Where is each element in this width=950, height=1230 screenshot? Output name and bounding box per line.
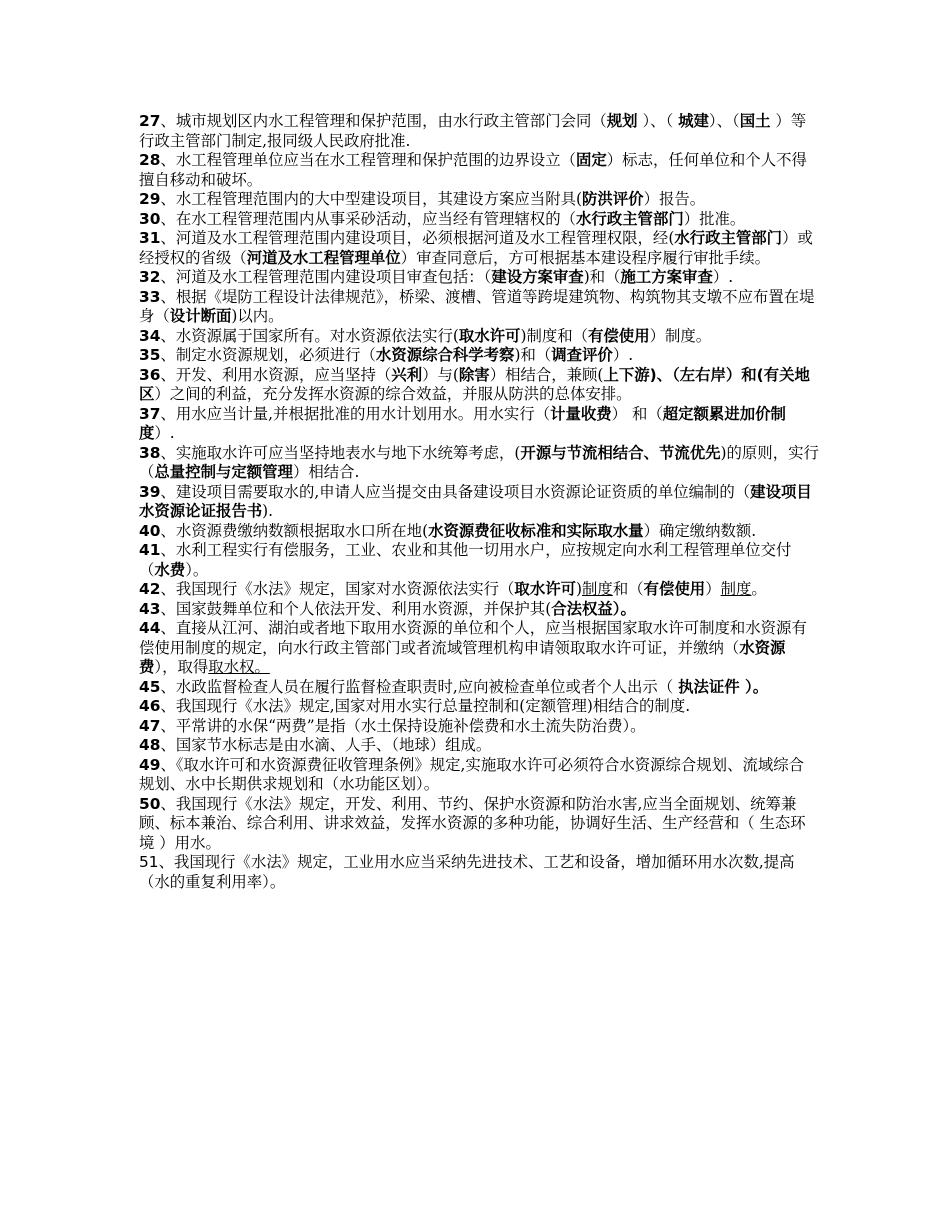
question-text: 、建设项目需要取水的,申请人应当提交由具备建设项目水资源论证资质的单位编制的（ bbox=[160, 482, 751, 501]
question-text: ）与( bbox=[422, 365, 459, 384]
answer-text: 水费 bbox=[154, 560, 186, 579]
question-number: 39 bbox=[139, 482, 161, 501]
answer-text: 兴利 bbox=[391, 365, 423, 384]
question-text: ）。 bbox=[185, 560, 209, 579]
question-number: 46 bbox=[139, 697, 161, 715]
question-text: 、国家鼓舞单位和个人依法开发、利用水资源，并保护其( bbox=[160, 599, 552, 618]
question-number: 48 bbox=[139, 736, 161, 754]
question-item bbox=[139, 541, 819, 580]
question-number: 32 bbox=[139, 268, 161, 286]
question-text: 、我国现行《水法》规定，开发、利用、节约、保护水资源和防治水害,应当全面规划、统筹兼顾、标本兼治、综合利用、讲求效益，发挥水资源的多种功能，协调好生活、生产经营和（ 生态环境 ）用水。 bbox=[139, 794, 806, 852]
question-text: ）. bbox=[154, 424, 175, 442]
answer-text: 计量收费 bbox=[550, 404, 612, 423]
question-text: ）相结合. bbox=[292, 463, 360, 481]
question-text: ）之间的利益，充分发挥水资源的综合效益，并服从防洪的总体安排。 bbox=[154, 385, 632, 403]
question-number: 50 bbox=[139, 794, 161, 813]
question-number: 40 bbox=[139, 521, 161, 540]
question-number: 36 bbox=[139, 365, 161, 384]
answer-text: 调查评价 bbox=[551, 346, 613, 364]
question-item bbox=[139, 268, 819, 288]
question-text: )和（ bbox=[583, 268, 621, 286]
question-item bbox=[139, 327, 819, 347]
answer-text: 水行政主管部门 bbox=[575, 209, 684, 228]
question-item bbox=[139, 288, 819, 327]
question-text: 、城市规划区内水工程管理和保护范围，由水行政主管部门会同（ bbox=[160, 112, 607, 130]
answer-text: 执法证件 ）。 bbox=[678, 677, 769, 696]
question-item bbox=[139, 736, 819, 756]
question-number: 30 bbox=[139, 209, 161, 228]
question-text: ）批准。 bbox=[683, 209, 746, 228]
question-text: 、水利工程实行有偿服务，工业、农业和其他一切用水户，应按规定向水利工程管理单位交付（ bbox=[139, 541, 792, 579]
question-text: 、水工程管理单位应当在水工程管理和保护范围的边界设立（ bbox=[160, 151, 576, 169]
question-text: 、《取水许可和水资源费征收管理条例》规定,实施取水许可必须符合水资源综合规划、流域综合规划、水中长期供求规划和（水功能区划）。 bbox=[139, 755, 805, 793]
answer-text: 水行政主管部门 bbox=[674, 229, 783, 247]
answer-text: 合法权益）。 bbox=[551, 599, 636, 618]
question-item bbox=[139, 405, 819, 444]
question-number: 34 bbox=[139, 326, 161, 345]
question-item bbox=[139, 678, 819, 698]
question-number: 44 bbox=[139, 619, 161, 637]
answer-text: 取水许可 bbox=[514, 580, 576, 598]
question-text: ) bbox=[576, 580, 583, 598]
question-text: ） bbox=[705, 580, 721, 598]
underlined-text: 制度 bbox=[720, 580, 752, 598]
question-number: 41 bbox=[139, 541, 161, 559]
question-number: 28 bbox=[139, 151, 161, 169]
question-text: ） 和（ bbox=[611, 404, 663, 423]
question-item bbox=[139, 112, 819, 151]
question-number: 31 bbox=[139, 229, 161, 247]
question-number: 47 bbox=[139, 716, 161, 735]
question-item bbox=[139, 697, 819, 717]
answer-text: 开源与节流相结合、节流优先 bbox=[520, 443, 721, 462]
question-text: 和（ bbox=[612, 580, 644, 598]
question-text: 、用水应当计量,并根据批准的用水计划用水。用水实行（ bbox=[160, 404, 551, 423]
question-text: ），取得 bbox=[154, 658, 209, 676]
question-item bbox=[139, 717, 819, 737]
question-text: )以内。 bbox=[231, 307, 284, 325]
answer-text: 超定额累进加价制度 bbox=[139, 404, 786, 442]
question-number: 38 bbox=[139, 443, 161, 462]
question-number: 37 bbox=[139, 404, 161, 423]
underlined-text: 制度 bbox=[582, 580, 613, 598]
question-item bbox=[139, 346, 819, 366]
question-text: )制度和（ bbox=[520, 326, 589, 345]
question-text: 、实施取水许可应当坚持地表水与地下水统筹考虑，( bbox=[160, 443, 521, 462]
question-number: 35 bbox=[139, 346, 161, 364]
question-text: ）、（ bbox=[708, 112, 740, 130]
question-text: ). bbox=[262, 502, 274, 520]
answer-text: 有偿使用 bbox=[643, 580, 706, 598]
question-item bbox=[139, 580, 819, 600]
question-text: 、我国现行《水法》规定，工业用水应当采纳先进技术、工艺和设备，增加循环用水次数,提高（水的重复利用率）。 bbox=[139, 853, 795, 891]
answer-text: 水资源费 bbox=[139, 638, 786, 676]
answer-text: 施工方案审查 bbox=[620, 268, 713, 286]
question-text: 、水资源属于国家所有。对水资源依法实行( bbox=[160, 326, 459, 345]
question-text: 、开发、利用水资源，应当坚持（ bbox=[160, 365, 392, 384]
question-text: 、水工程管理范围内的大中型建设项目，其建设方案应当附具( bbox=[160, 190, 582, 208]
question-number: 42 bbox=[139, 580, 161, 598]
answer-text: 城建 bbox=[678, 112, 709, 130]
answer-text: 总量控制与定额管理 bbox=[154, 463, 293, 481]
answer-text: 建设项目水资源论证报告书 bbox=[139, 482, 812, 520]
question-number: 45 bbox=[139, 677, 161, 696]
question-text: 、河道及水工程管理范围内建设项目审查包括：（ bbox=[160, 268, 492, 286]
answer-text: 水资源综合科学考察 bbox=[375, 346, 515, 364]
question-text: ）标志，任何单位和个人不得擅自移动和破坏。 bbox=[139, 151, 807, 189]
question-text: 、水资源费缴纳数额根据取水口所在地( bbox=[160, 521, 429, 540]
question-item bbox=[139, 522, 819, 542]
answer-text: 取水许可 bbox=[458, 326, 521, 345]
question-item bbox=[139, 444, 819, 483]
answer-text: 除害 bbox=[458, 365, 490, 384]
question-text: 、水政监督检查人员在履行监督检查职责时,应向被检查单位或者个人出示（ bbox=[160, 677, 679, 696]
question-text: ）审查同意后，方可根据基本建设程序履行审批手续。 bbox=[400, 248, 771, 267]
question-text: 、在水工程管理范围内从事采砂活动，应当经有管理辖权的（ bbox=[160, 209, 576, 228]
answer-text: 规划 bbox=[606, 112, 638, 130]
question-text: 、我国现行《水法》规定,国家对用水实行总量控制和(定额管理)相结合的制度. bbox=[160, 697, 691, 715]
question-item bbox=[139, 756, 819, 795]
answer-text: 有偿使用 bbox=[588, 326, 650, 345]
question-item bbox=[139, 151, 819, 190]
question-text: )和（ bbox=[514, 346, 552, 364]
question-item bbox=[139, 210, 819, 230]
question-item bbox=[139, 229, 819, 268]
underlined-text: 取水权。 bbox=[208, 658, 270, 676]
question-text: ）等行政主管部门制定,报同级人民政府批准. bbox=[139, 112, 807, 150]
question-item bbox=[139, 795, 819, 854]
question-text: ）或经授权的省级（ bbox=[139, 229, 813, 267]
question-number: 43 bbox=[139, 599, 161, 618]
question-number: 49 bbox=[139, 755, 161, 774]
answer-text: 固定 bbox=[575, 151, 607, 169]
answer-text: 上下游)、（左右岸）和(有关地区 bbox=[139, 365, 810, 403]
answer-text: 防洪评价 bbox=[581, 190, 644, 208]
document-body bbox=[139, 112, 819, 892]
question-text: ）. bbox=[712, 268, 734, 286]
question-text: 、平常讲的水保“两费”是指（水土保持设施补偿费和水土流失防治费）。 bbox=[160, 716, 646, 735]
question-number: 33 bbox=[139, 287, 161, 306]
question-text: ）报告。 bbox=[643, 190, 706, 208]
answer-text: 水资源费征收标准和实际取水量 bbox=[428, 521, 644, 540]
question-item bbox=[139, 853, 819, 892]
question-text: ）、（ bbox=[637, 112, 679, 130]
answer-text: 设计断面 bbox=[169, 307, 232, 325]
question-text: 、我国现行《水法》规定，国家对水资源依法实行（ bbox=[160, 580, 515, 598]
question-text: 、直接从江河、湖泊或者地下取用水资源的单位和个人，应当根据国家取水许可制度和水资源有偿使用制度的规定，向水行政主管部门或者流域管理机构申请领取取水许可证，并缴纳（ bbox=[139, 619, 807, 657]
question-text: ）确定缴纳数额. bbox=[643, 521, 757, 540]
question-item bbox=[139, 190, 819, 210]
question-item bbox=[139, 600, 819, 620]
question-text: 、国家节水标志是由水滴、人手、（地球）组成。 bbox=[160, 736, 492, 754]
answer-text: 国土 bbox=[739, 112, 771, 130]
answer-text: 河道及水工程管理单位 bbox=[246, 248, 401, 267]
question-text: ）相结合，兼顾( bbox=[489, 365, 604, 384]
question-item bbox=[139, 366, 819, 405]
question-text: ）制度。 bbox=[649, 326, 712, 345]
question-text: 。 bbox=[751, 580, 767, 598]
answer-text: 建设方案审查 bbox=[491, 268, 584, 286]
question-number: 51 bbox=[139, 853, 159, 871]
question-number: 27 bbox=[139, 112, 161, 130]
question-text: 、制定水资源规划，必须进行（ bbox=[160, 346, 376, 364]
question-text: ）. bbox=[612, 346, 634, 364]
question-text: 、河道及水工程管理范围内建设项目，必须根据河道及水工程管理权限，经( bbox=[160, 229, 675, 247]
question-text: 、根据《堤防工程设计法律规范》，桥梁、渡槽、管道等跨堤建筑物、构筑物其支墩不应布置在堤身（ bbox=[139, 287, 815, 325]
question-number: 29 bbox=[139, 190, 161, 208]
question-text: )的原则，实行（ bbox=[139, 443, 819, 481]
question-item bbox=[139, 619, 819, 678]
question-item bbox=[139, 483, 819, 522]
